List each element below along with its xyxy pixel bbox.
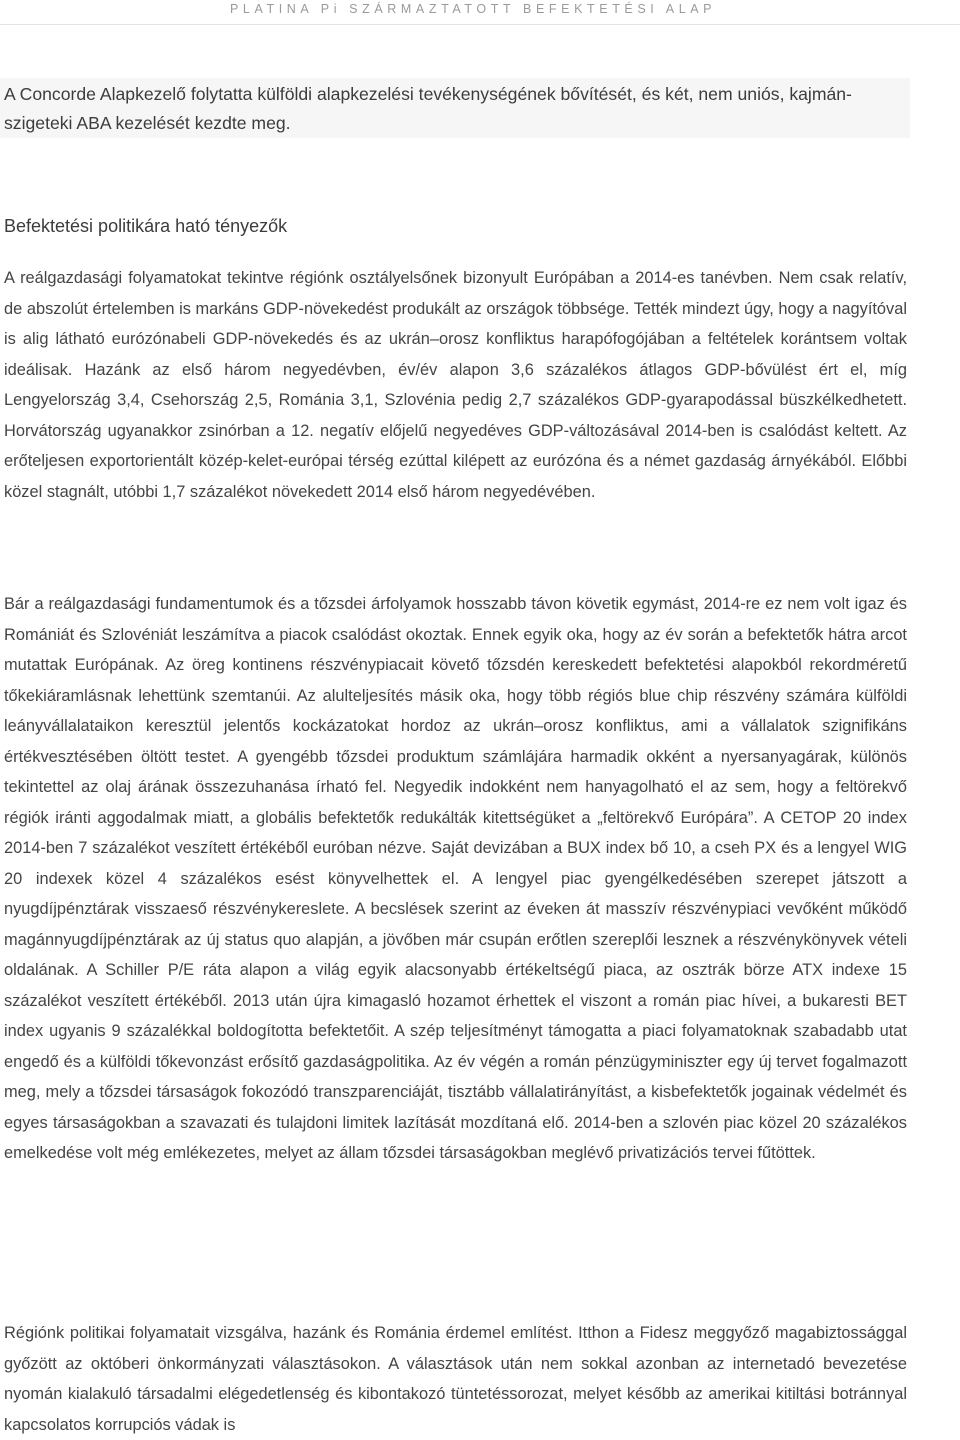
header-divider	[0, 24, 960, 25]
body-paragraph-politics: Régiónk politikai folyamatait vizsgálva, hazánk és Románia érdemel említést. Itthon a Fidesz meggyőző magabiztossággal győzött az októberi önkormányzati választásokon. A választások után nem sokkal azonban az internetadó bevezetése nyomán kialakuló társadalmi elégedetlenség és kibontakozó tüntetéssorozat, melyet később az amerikai kitiltási botránnyal kapcsolatos korrupciós vádak is	[4, 1324, 907, 1434]
intro-paragraph: A Concorde Alapkezelő folytatta külföldi alapkezelési tevékenységének bővítését, és két, nem uniós, kajmán-szigeteki ABA kezelését kezdte meg.	[4, 84, 852, 133]
section-heading: Befektetési politikára ható tényezők	[4, 216, 288, 236]
body-paragraph-markets: Bár a reálgazdasági fundamentumok és a tőzsdei árfolyamok hosszabb távon követik egymást, 2014-re ez nem volt igaz és Romániát és Szlovéniát leszámítva a piacok csalódást okoztak. Ennek egyik oka, hogy az év során a befektetők hátra arcot mutattak Európának. Az öreg kontinens részvénypiacait követő tőzsdén kereskedett befektetési alapokból rekordméretű tőkekiáramlásnak lehettünk szemtanúi. Az alulteljesítés másik oka, hogy több régiós blue chip részvény számára külföldi leányvállalataikon keresztül jelentős kockázatokat hordoz az ukrán–orosz konfliktus, ami a vállalatok szignifikáns értékvesztésében öltött testet. A gyengébb tőzsdei produktum számlájára harmadik okként a nyersanyagárak, különös tekintettel az olaj árának összezuhanása írható fel. Negyedik indokként nem hanyagolható el az sem, hogy a feltörekvő régiók iránti aggodalmak miatt, a globális befektetők redukálták kitettségüket a „feltörekvő Európára”. A CETOP 20 index 2014-ben 7 százalékot veszített értékéből euróban nézve. Saját devizában a BUX index bő 10, a cseh PX és a lengyel WIG 20 indexek közel 4 százalékos esést könyvelhettek el. A lengyel piac gyengélkedésében szerepet játszott a nyugdíjpénztárak visszaeső részvénykereslete. A becslések szerint az éveken át masszív részvénypiaci vevőként működő magánnyugdíjpénztárak az új status quo alapján, a jövőben már csupán erőtlen szereplői lesznek a részvénykönyvek vételi oldalának. A Schiller P/E ráta alapon a világ egyik alacsonyabb értékeltségű piaca, az osztrák börze ATX indexe 15 százalékot veszített értékéből. 2013 után újra kimagasló hozamot érhettek el viszont a román piac hívei, a bukaresti BET index ugyanis 9 százalékkal boldogította befektetőit. A szép teljesítményt támogatta a piaci folyamatoknak szabadabb utat engedő és a külföldi tőkevonzást erősítő gazdaságpolitika. Az év végén a román pénzügyminiszter egy új tervet fogalmazott meg, mely a tőzsdei társaságok fokozódó transzparenciáját, tisztább vállalatirányítást, a kisbefektetők jogainak védelmét és egyes társaságokban a szavazati és tulajdoni limitek lazítását mozdítaná elő. 2014-ben a szlovén piac közel 20 százalékos emelkedése volt még emlékezetes, melyet az állam tőzsdei társaságokban meglévő privatizációs tervei fűtöttek.	[4, 595, 907, 1162]
page-header-title: PLATINA Pi SZÁRMAZTATOTT BEFEKTETÉSI ALAP	[230, 2, 717, 16]
body-paragraph-macro: A reálgazdasági folyamatokat tekintve régiónk osztályelsőnek bizonyult Európában a 2014-es tanévben. Nem csak relatív, de abszolút értelemben is markáns GDP-növekedést produkált az országok többsége. Tették mindezt úgy, hogy a nagyítóval is alig látható eurózónabeli GDP-növekedés és az ukrán–orosz konfliktus harapófogójában a feltételek korántsem voltak ideálisak. Hazánk az első három negyedévben, év/év alapon 3,6 százalékos átlagos GDP-bővülést ért el, míg Lengyelország 3,4, Csehország 2,5, Románia 3,1, Szlovénia pedig 2,7 százalékos GDP-gyarapodással büszkélkedhetett. Horvátország ugyanakkor zsinórban a 12. negatív előjelű negyedéves GDP-változásával 2014-ben is csalódást keltett. Az erőteljesen exportorientált közép-kelet-európai térség ezúttal kilépett az eurózóna és a német gazdaság árnyékából. Előbbi közel stagnált, utóbbi 1,7 százalékot növekedett 2014 első három negyedévében.	[4, 269, 907, 501]
